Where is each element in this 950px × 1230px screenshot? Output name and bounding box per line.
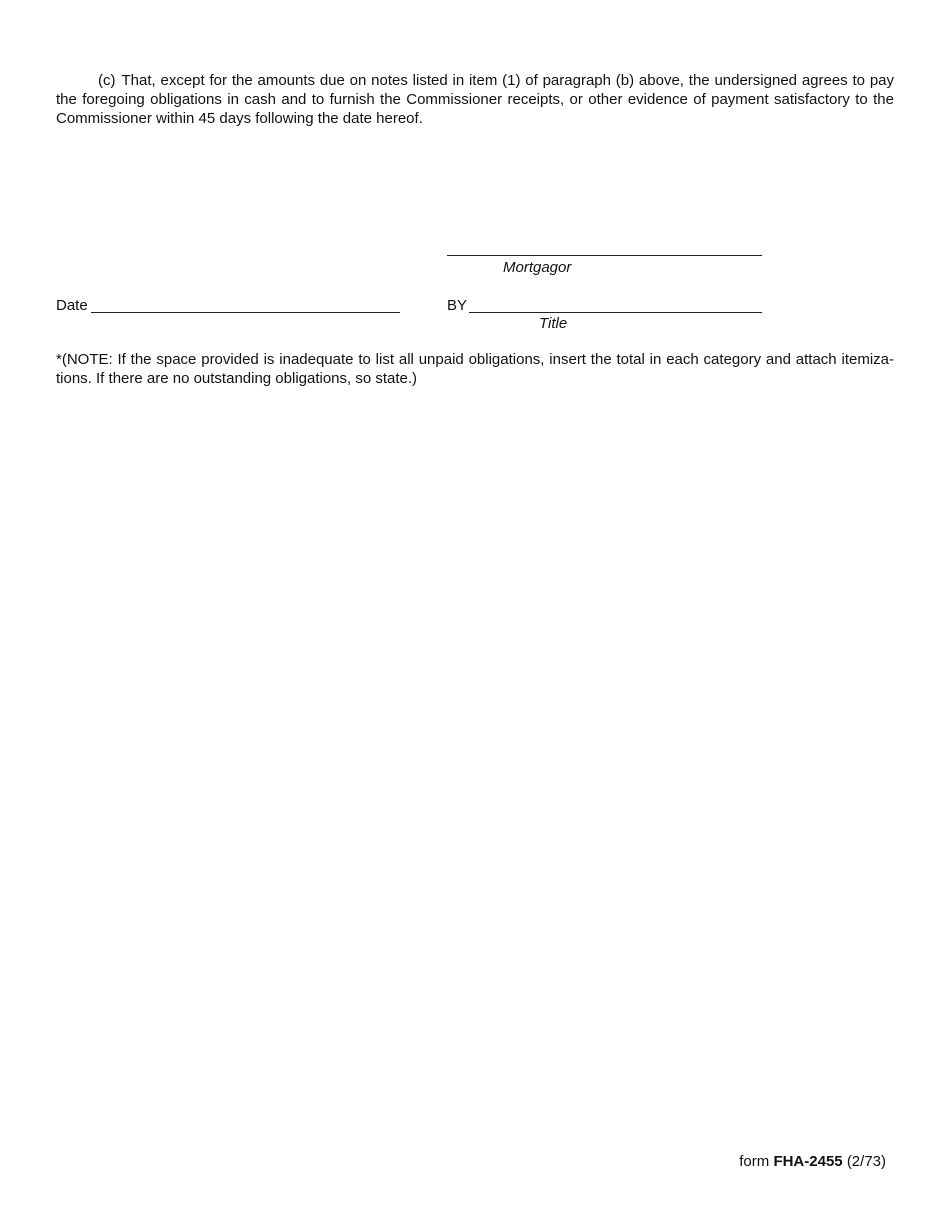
note-text: *(NOTE: If the space provided is inadequate to list all unpaid obligations, insert the total in each category and attach itemizations. If there are no outstanding obligations, so state.) — [56, 351, 894, 387]
mortgagor-signature-line[interactable] — [447, 255, 762, 256]
form-number: FHA-2455 — [773, 1153, 843, 1170]
date-label: Date — [56, 297, 88, 314]
by-label: BY — [447, 297, 468, 314]
paragraph-c-label: (c) — [98, 72, 116, 89]
by-signature-line[interactable] — [469, 312, 762, 313]
date-line[interactable] — [91, 312, 400, 313]
title-caption: Title — [539, 315, 568, 332]
form-footer — [739, 1152, 886, 1171]
form-revision: (2/73) — [846, 1153, 886, 1170]
paragraph-c-text: That, except for the amounts due on notes listed in item (1) of paragraph (b) above, the undersigned agrees to pay the foregoing obligations in cash and to furnish the Commissioner receipts, or other evidence of payment satisfactory to the Commissioner within 45 days following the date hereof. — [56, 72, 894, 127]
footer-prefix: form — [739, 1153, 770, 1170]
paragraph-c — [56, 71, 894, 128]
mortgagor-caption: Mortgagor — [503, 259, 572, 276]
